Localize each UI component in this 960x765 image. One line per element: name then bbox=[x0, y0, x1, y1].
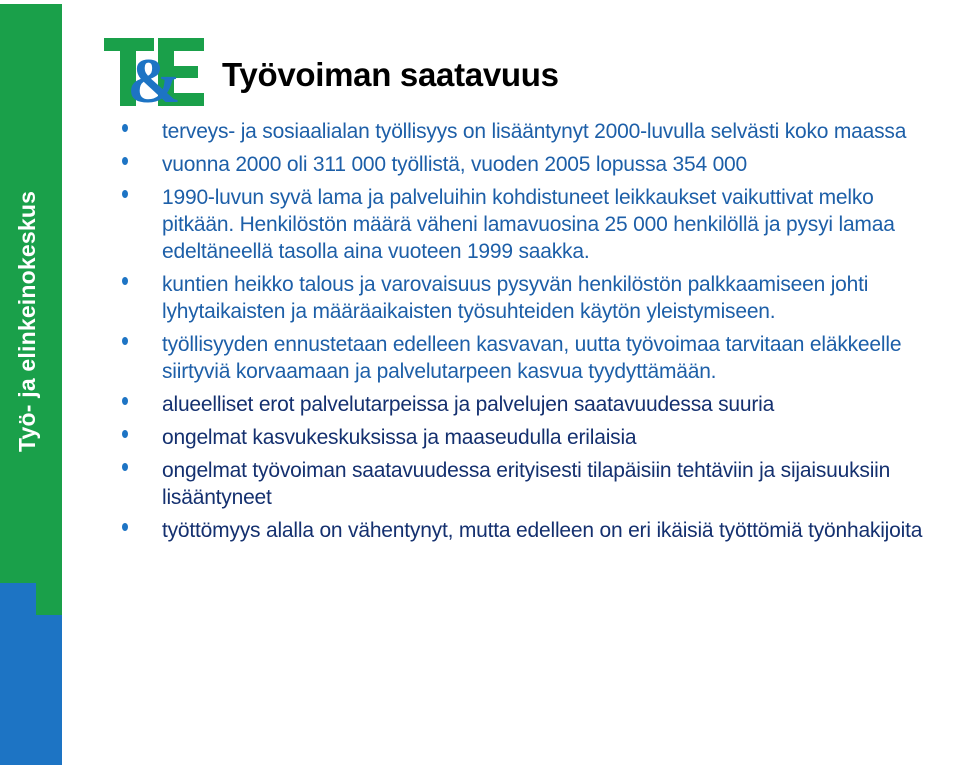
bullet-text: alueelliset erot palvelutarpeissa ja palvelujen saatavuudessa suuria bbox=[162, 393, 775, 416]
bullet-text: työttömyys alalla on vähentynyt, mutta edelleen on eri ikäisiä työttömiä työnhakijoita bbox=[162, 519, 923, 542]
list-item bbox=[118, 331, 948, 385]
bullet-icon bbox=[122, 124, 128, 132]
page-title: Työvoiman saatavuus bbox=[222, 56, 559, 93]
bullet-icon bbox=[122, 277, 128, 285]
sidebar-band bbox=[0, 0, 68, 765]
svg-text:&: & bbox=[127, 45, 181, 108]
sidebar-top-edge bbox=[0, 0, 68, 4]
bullet-text: ongelmat työvoiman saatavuudessa erityisesti tilapäisiin tehtäviin ja sijaisuuksiin lisääntyneet bbox=[162, 459, 891, 509]
bullet-text: 1990-luvun syvä lama ja palveluihin kohdistuneet leikkaukset vaikuttivat melko pitkään. Henkilöstön määrä väheni lamavuosina 25 000 henkilöllä ja pysyi lamaa edeltäneellä tasolla aina vuoteen 1999 saakka. bbox=[162, 186, 895, 263]
bullet-text: työllisyyden ennustetaan edelleen kasvavan, uutta työvoimaa tarvitaan eläkkeelle siirtyviä korvaamaan ja palvelutarpeen kasvua tyydyttämään. bbox=[162, 333, 902, 383]
bullet-text: kuntien heikko talous ja varovaisuus pysyvän henkilöstön palkkaamiseen johti lyhytaikaisten ja määräaikaisten työsuhteiden käytön yleistymiseen. bbox=[162, 273, 869, 323]
te-logo-icon bbox=[104, 36, 208, 108]
sidebar-edge bbox=[62, 0, 68, 765]
bullet-text: vuonna 2000 oli 311 000 työllistä, vuoden 2005 lopussa 354 000 bbox=[162, 153, 748, 176]
list-item bbox=[118, 457, 948, 511]
bullet-text: ongelmat kasvukeskuksissa ja maaseudulla erilaisia bbox=[162, 426, 637, 449]
list-item bbox=[118, 391, 948, 418]
bullet-icon bbox=[122, 523, 128, 531]
bullet-text: terveys- ja sosiaalialan työllisyys on lisääntynyt 2000-luvulla selvästi koko maassa bbox=[162, 120, 907, 143]
list-item bbox=[118, 184, 948, 265]
list-item bbox=[118, 424, 948, 451]
bullet-icon bbox=[122, 463, 128, 471]
list-item bbox=[118, 118, 948, 145]
bullet-list bbox=[118, 118, 948, 550]
bullet-icon bbox=[122, 397, 128, 405]
list-item bbox=[118, 517, 948, 544]
bullet-icon bbox=[122, 157, 128, 165]
bullet-icon bbox=[122, 337, 128, 345]
bullet-icon bbox=[122, 430, 128, 438]
sidebar-organization-name: Työ- ja elinkeinokeskus bbox=[14, 190, 40, 452]
bullet-icon bbox=[122, 190, 128, 198]
list-item bbox=[118, 151, 948, 178]
list-item bbox=[118, 271, 948, 325]
